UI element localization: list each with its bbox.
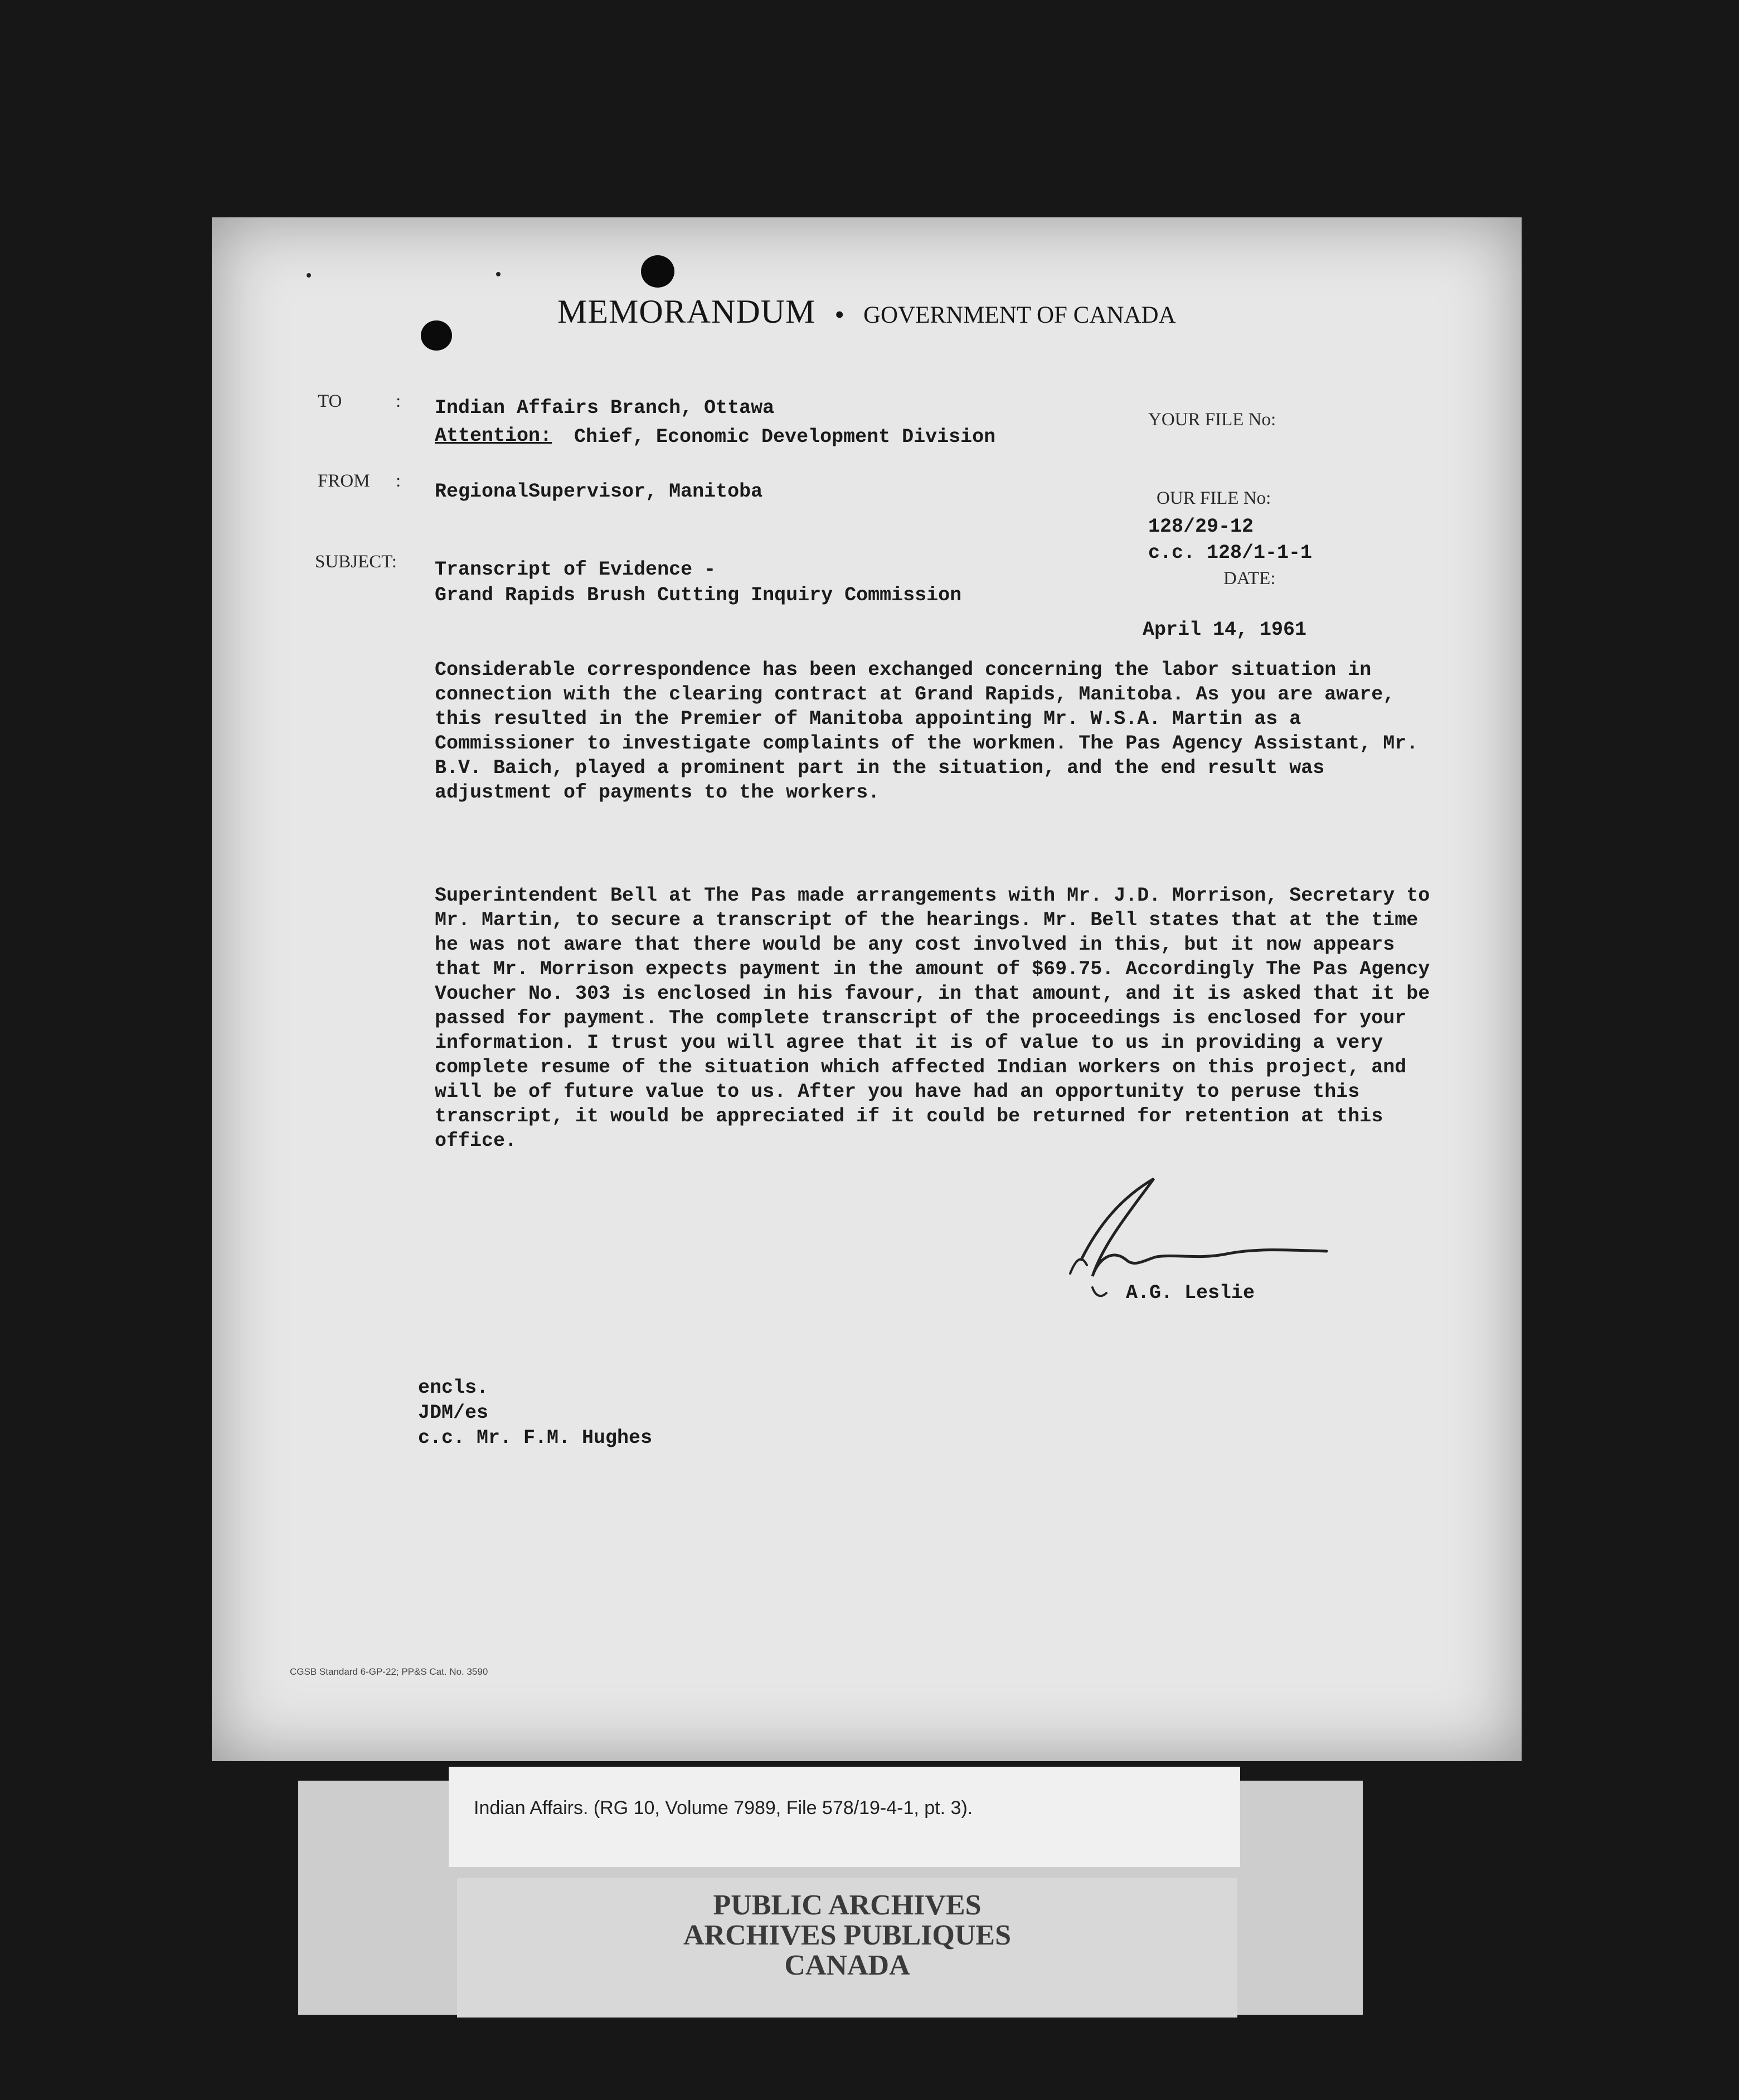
archives-stamp xyxy=(457,1878,1237,2018)
from-value: RegionalSupervisor, Manitoba xyxy=(435,480,763,503)
memo-header xyxy=(557,293,1176,331)
stamp-line-3: CANADA xyxy=(784,1950,910,1981)
memo-sheet xyxy=(212,217,1522,1761)
stamp-line-2: ARCHIVES PUBLIQUES xyxy=(683,1919,1012,1951)
archive-reference-label xyxy=(449,1767,1240,1867)
paper-mark xyxy=(496,272,501,276)
punch-hole xyxy=(641,255,674,288)
subject-line-2: Grand Rapids Brush Cutting Inquiry Commission xyxy=(435,584,962,606)
from-colon: : xyxy=(396,471,401,491)
your-file-label: YOUR FILE No: xyxy=(1148,410,1276,430)
our-file-label: OUR FILE No: xyxy=(1157,488,1271,508)
attention-label: Attention: xyxy=(435,425,552,447)
to-colon: : xyxy=(396,391,401,411)
enclosures-note: encls. xyxy=(418,1377,489,1399)
to-value: Indian Affairs Branch, Ottawa xyxy=(435,397,775,419)
memo-date: April 14, 1961 xyxy=(1143,619,1307,641)
memo-organization: GOVERNMENT OF CANADA xyxy=(863,302,1176,328)
to-label: TO xyxy=(318,391,342,411)
punch-hole xyxy=(421,320,452,351)
attention-value: Chief, Economic Development Division xyxy=(574,426,996,448)
body-paragraph-1: Considerable correspondence has been exchanged concerning the labor situation in connection with the clearing contract at Grand Rapids, Manitoba. As you are aware, this resulted in the Premier of Manitoba appointing Mr. W.S.A. Martin as a Commissioner to investigate complaints of the workmen. The Pas Agency Assistant, Mr. B.V. Baich, played a prominent part in the situation, and the end result was adjustment of payments to the workers. xyxy=(435,659,1419,804)
date-label: DATE: xyxy=(1223,568,1276,589)
subject-line-1: Transcript of Evidence - xyxy=(435,558,716,581)
carbon-copy-note: c.c. Mr. F.M. Hughes xyxy=(418,1427,653,1449)
our-file-number: 128/29-12 xyxy=(1148,516,1254,538)
from-label: FROM xyxy=(318,471,370,491)
subject-label: SUBJECT: xyxy=(315,552,397,572)
body-paragraph-2: Superintendent Bell at The Pas made arrangements with Mr. J.D. Morrison, Secretary to Mr. Martin, to secure a transcript of the hearings. Mr. Bell states that at the time he was not aware that there would be any cost involved in this, but it now appears that Mr. Morrison expects payment in the amount of $69.75. Accordingly The Pas Agency Voucher No. 303 is enclosed in his favour, in that amount, and it is asked that it be passed for payment. The complete transcript of the proceedings is enclosed for your information. I trust you will agree that it is of value to us in providing a very complete resume of the situation which affected Indian workers on this project, and will be of future value to us. After you have had an opportunity to peruse this transcript, it would be appreciated if it could be returned for retention at this office. xyxy=(435,884,1430,1152)
signatory-name: A.G. Leslie xyxy=(1126,1282,1255,1304)
archive-reference: Indian Affairs. (RG 10, Volume 7989, File 578/19-4-1, pt. 3). xyxy=(474,1797,973,1819)
form-footer: CGSB Standard 6-GP-22; PP&S Cat. No. 3590 xyxy=(290,1666,488,1677)
stamp-line-1: PUBLIC ARCHIVES xyxy=(713,1889,982,1921)
memo-title: MEMORANDUM xyxy=(557,293,816,330)
typist-initials: JDM/es xyxy=(418,1402,489,1424)
cc-file-number: c.c. 128/1-1-1 xyxy=(1148,542,1313,564)
paper-mark xyxy=(307,273,311,278)
header-separator: • xyxy=(832,303,847,330)
